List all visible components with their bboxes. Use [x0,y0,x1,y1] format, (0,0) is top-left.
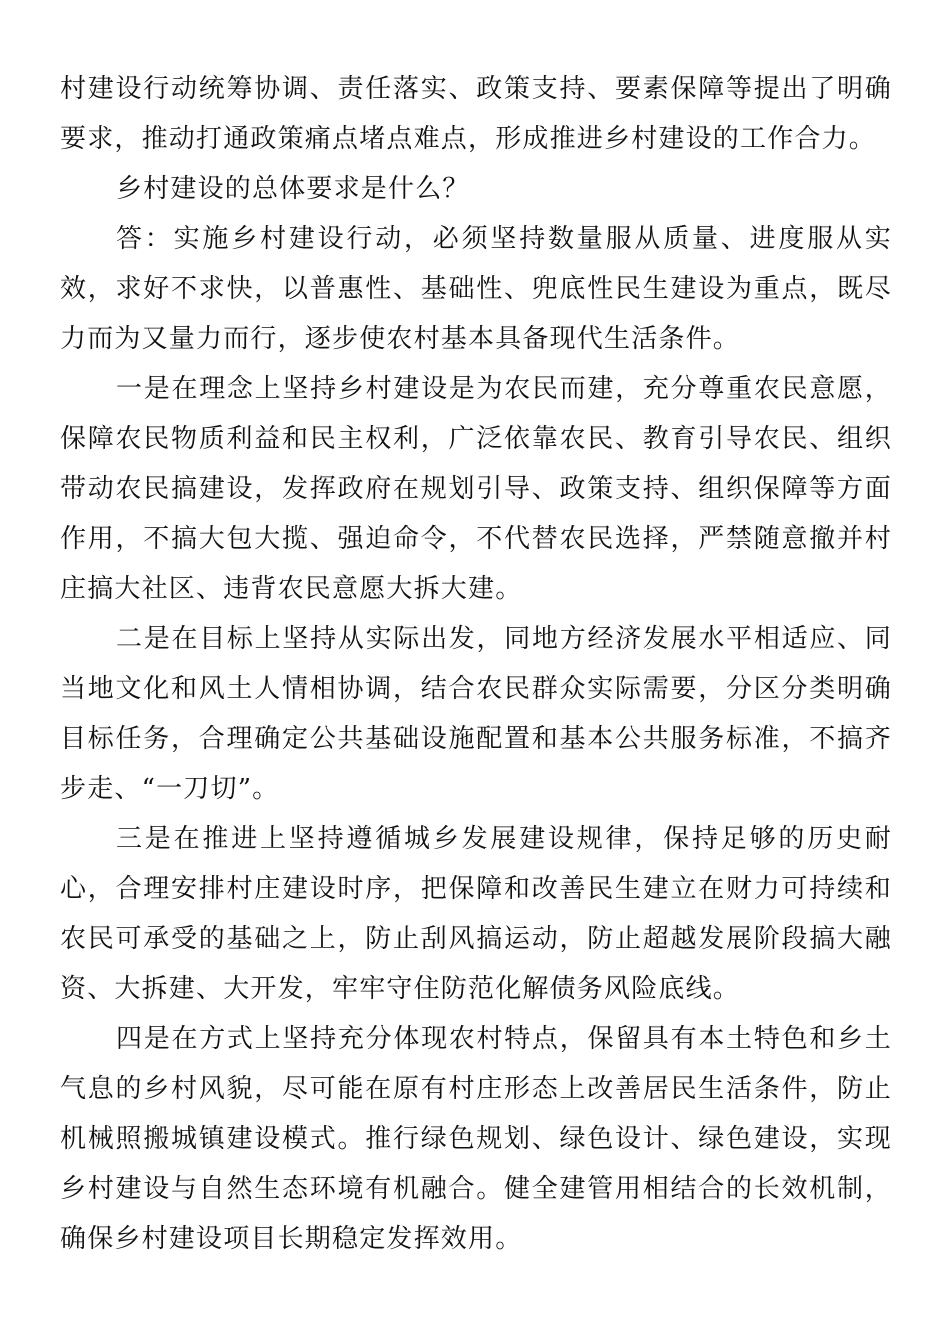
question-heading: 乡村建设的总体要求是什么？ [116,174,470,204]
point-four-paragraph: 四是在方式上坚持充分体现农村特点，保留具有本土特色和乡土气息的乡村风貌，尽可能在原有村庄形态上改善居民生活条件，防止机械照搬城镇建设模式。推行绿色规划、绿色设计、绿色建设，实现乡村建设与自然生态环境有机融合。健全建管用相结合的长效机制，确保乡村建设项目长期稳定发挥效用。 [60,1024,892,1254]
answer-paragraph: 答：实施乡村建设行动，必须坚持数量服从质量、进度服从实效，求好不求快，以普惠性、基础性、兜底性民生建设为重点，既尽力而为又量力而行，逐步使农村基本具备现代生活条件。 [60,224,892,354]
point-one-paragraph: 一是在理念上坚持乡村建设是为农民而建，充分尊重农民意愿，保障农民物质利益和民主权利，广泛依靠农民、教育引导农民、组织带动农民搞建设，发挥政府在规划引导、政策支持、组织保障等方面作用，不搞大包大揽、强迫命令，不代替农民选择，严禁随意撤并村庄搞大社区、违背农民意愿大拆大建。 [60,374,892,604]
document-body [60,64,892,1264]
point-three-paragraph: 三是在推进上坚持遵循城乡发展建设规律，保持足够的历史耐心，合理安排村庄建设时序，把保障和改善民生建立在财力可持续和农民可承受的基础之上，防止刮风搞运动，防止超越发展阶段搞大融资、大拆建、大开发，牢牢守住防范化解债务风险底线。 [60,824,892,1004]
point-two-paragraph: 二是在目标上坚持从实际出发，同地方经济发展水平相适应、同当地文化和风土人情相协调，结合农民群众实际需要，分区分类明确目标任务，合理确定公共基础设施配置和基本公共服务标准，不搞齐步走、“一刀切”。 [60,624,892,804]
paragraph-continuation: 村建设行动统筹协调、责任落实、政策支持、要素保障等提出了明确要求，推动打通政策痛点堵点难点，形成推进乡村建设的工作合力。 [60,74,892,154]
